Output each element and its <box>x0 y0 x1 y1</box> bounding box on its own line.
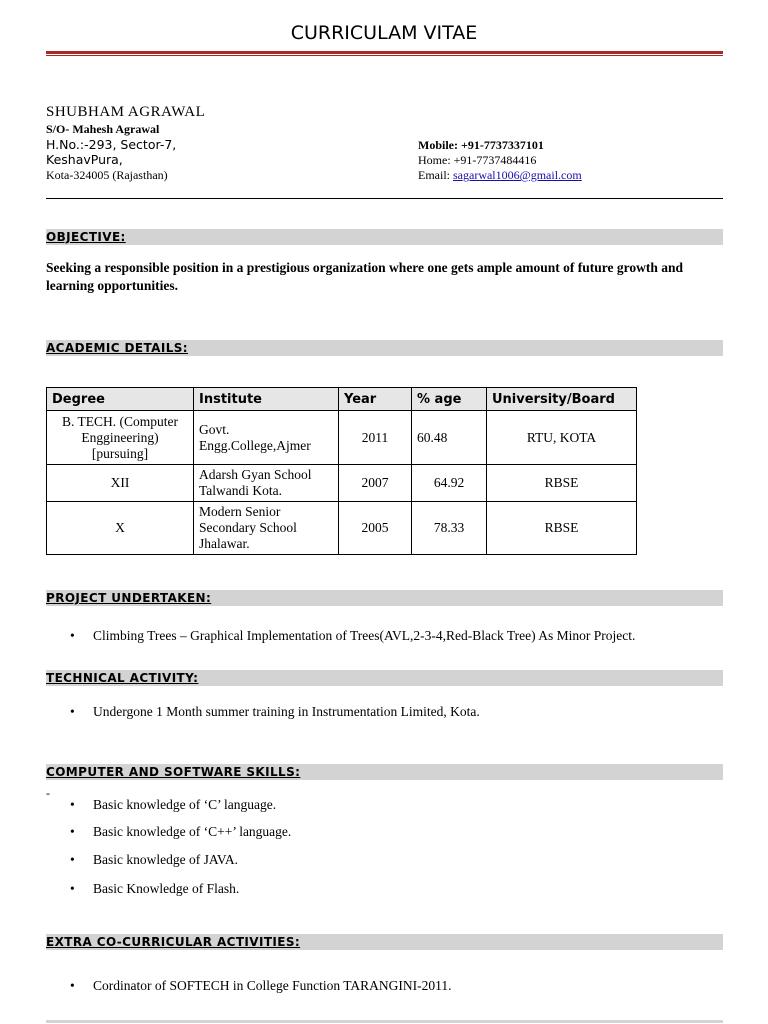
list-item-text: Cordinator of SOFTECH in College Function TARANGINI-2011. <box>93 978 452 993</box>
table-cell: 2011 <box>339 411 412 465</box>
section-project-label: PROJECT UNDERTAKEN: <box>46 591 212 605</box>
mobile-number: Mobile: +91-7737337101 <box>418 138 544 152</box>
stray-dash: - <box>46 786 50 800</box>
table-cell: B. TECH. (Computer Enggineering) [pursuing] <box>47 411 194 465</box>
table-header: Degree <box>47 388 194 411</box>
table-cell: 78.33 <box>412 502 487 555</box>
list-item-text: Basic knowledge of ‘C’ language. <box>93 797 277 812</box>
section-objective <box>46 229 723 245</box>
table-cell: 2005 <box>339 502 412 555</box>
email-line <box>418 168 582 183</box>
table-cell: RBSE <box>487 465 637 502</box>
address-line-3: Kota-324005 (Rajasthan) <box>46 168 168 182</box>
header-divider <box>46 198 723 199</box>
section-skills-label: COMPUTER AND SOFTWARE SKILLS: <box>46 765 301 779</box>
list-item-text: Basic knowledge of ‘C++’ language. <box>93 824 292 839</box>
academic-table <box>46 387 637 555</box>
section-extra <box>46 934 723 950</box>
bottom-rule <box>46 1020 723 1023</box>
list-item-text: Basic knowledge of JAVA. <box>93 852 238 867</box>
table-header: University/Board <box>487 388 637 411</box>
section-skills <box>46 764 723 780</box>
table-header: Year <box>339 388 412 411</box>
table-row <box>47 465 637 502</box>
objective-text: Seeking a responsible position in a prestigious organization where one gets ample amount of future growth and learning opportunities. <box>46 260 684 293</box>
section-technical-label: TECHNICAL ACTIVITY: <box>46 671 199 685</box>
table-cell: XII <box>47 465 194 502</box>
section-project <box>46 590 723 606</box>
candidate-name: SHUBHAM AGRAWAL <box>46 104 206 120</box>
title-rule <box>46 51 723 54</box>
table-row <box>47 411 637 465</box>
section-academic <box>46 340 723 356</box>
list-item <box>70 797 276 813</box>
table-cell: X <box>47 502 194 555</box>
table-header-row <box>47 388 637 411</box>
list-item-text: Undergone 1 Month summer training in Instrumentation Limited, Kota. <box>93 704 480 719</box>
email-link[interactable]: sagarwal1006@gmail.com <box>453 168 582 182</box>
list-item <box>70 852 238 868</box>
list-item-text: Basic Knowledge of Flash. <box>93 881 240 896</box>
document-title: CURRICULAM VITAE <box>290 22 478 44</box>
list-item <box>70 824 291 840</box>
list-item <box>70 881 239 897</box>
list-item <box>70 978 452 994</box>
parent-name: S/O- Mahesh Agrawal <box>46 122 160 136</box>
list-item-text: Climbing Trees – Graphical Implementation of Trees(AVL,2-3-4,Red-Black Tree) As Minor Project. <box>93 628 636 643</box>
table-header: % age <box>412 388 487 411</box>
home-number: Home: +91-7737484416 <box>418 153 537 167</box>
table-cell: Adarsh Gyan School Talwandi Kota. <box>194 465 339 502</box>
table-cell: 64.92 <box>412 465 487 502</box>
table-cell: 2007 <box>339 465 412 502</box>
list-item <box>70 704 480 720</box>
table-row <box>47 502 637 555</box>
address-line-2: KeshavPura, <box>46 152 123 167</box>
section-objective-label: OBJECTIVE: <box>46 230 126 244</box>
table-cell: 60.48 <box>412 411 487 465</box>
section-academic-label: ACADEMIC DETAILS: <box>46 341 188 355</box>
address-line-1: H.No.:-293, Sector-7, <box>46 137 177 152</box>
section-technical <box>46 670 723 686</box>
table-cell: Govt. Engg.College,Ajmer <box>194 411 339 465</box>
table-cell: RTU, KOTA <box>487 411 637 465</box>
table-cell: Modern Senior Secondary School Jhalawar. <box>194 502 339 555</box>
list-item <box>70 628 635 644</box>
table-cell: RBSE <box>487 502 637 555</box>
email-label: Email: <box>418 168 453 182</box>
title-rule-thin <box>46 55 723 56</box>
section-extra-label: EXTRA CO-CURRICULAR ACTIVITIES: <box>46 935 301 949</box>
table-header: Institute <box>194 388 339 411</box>
